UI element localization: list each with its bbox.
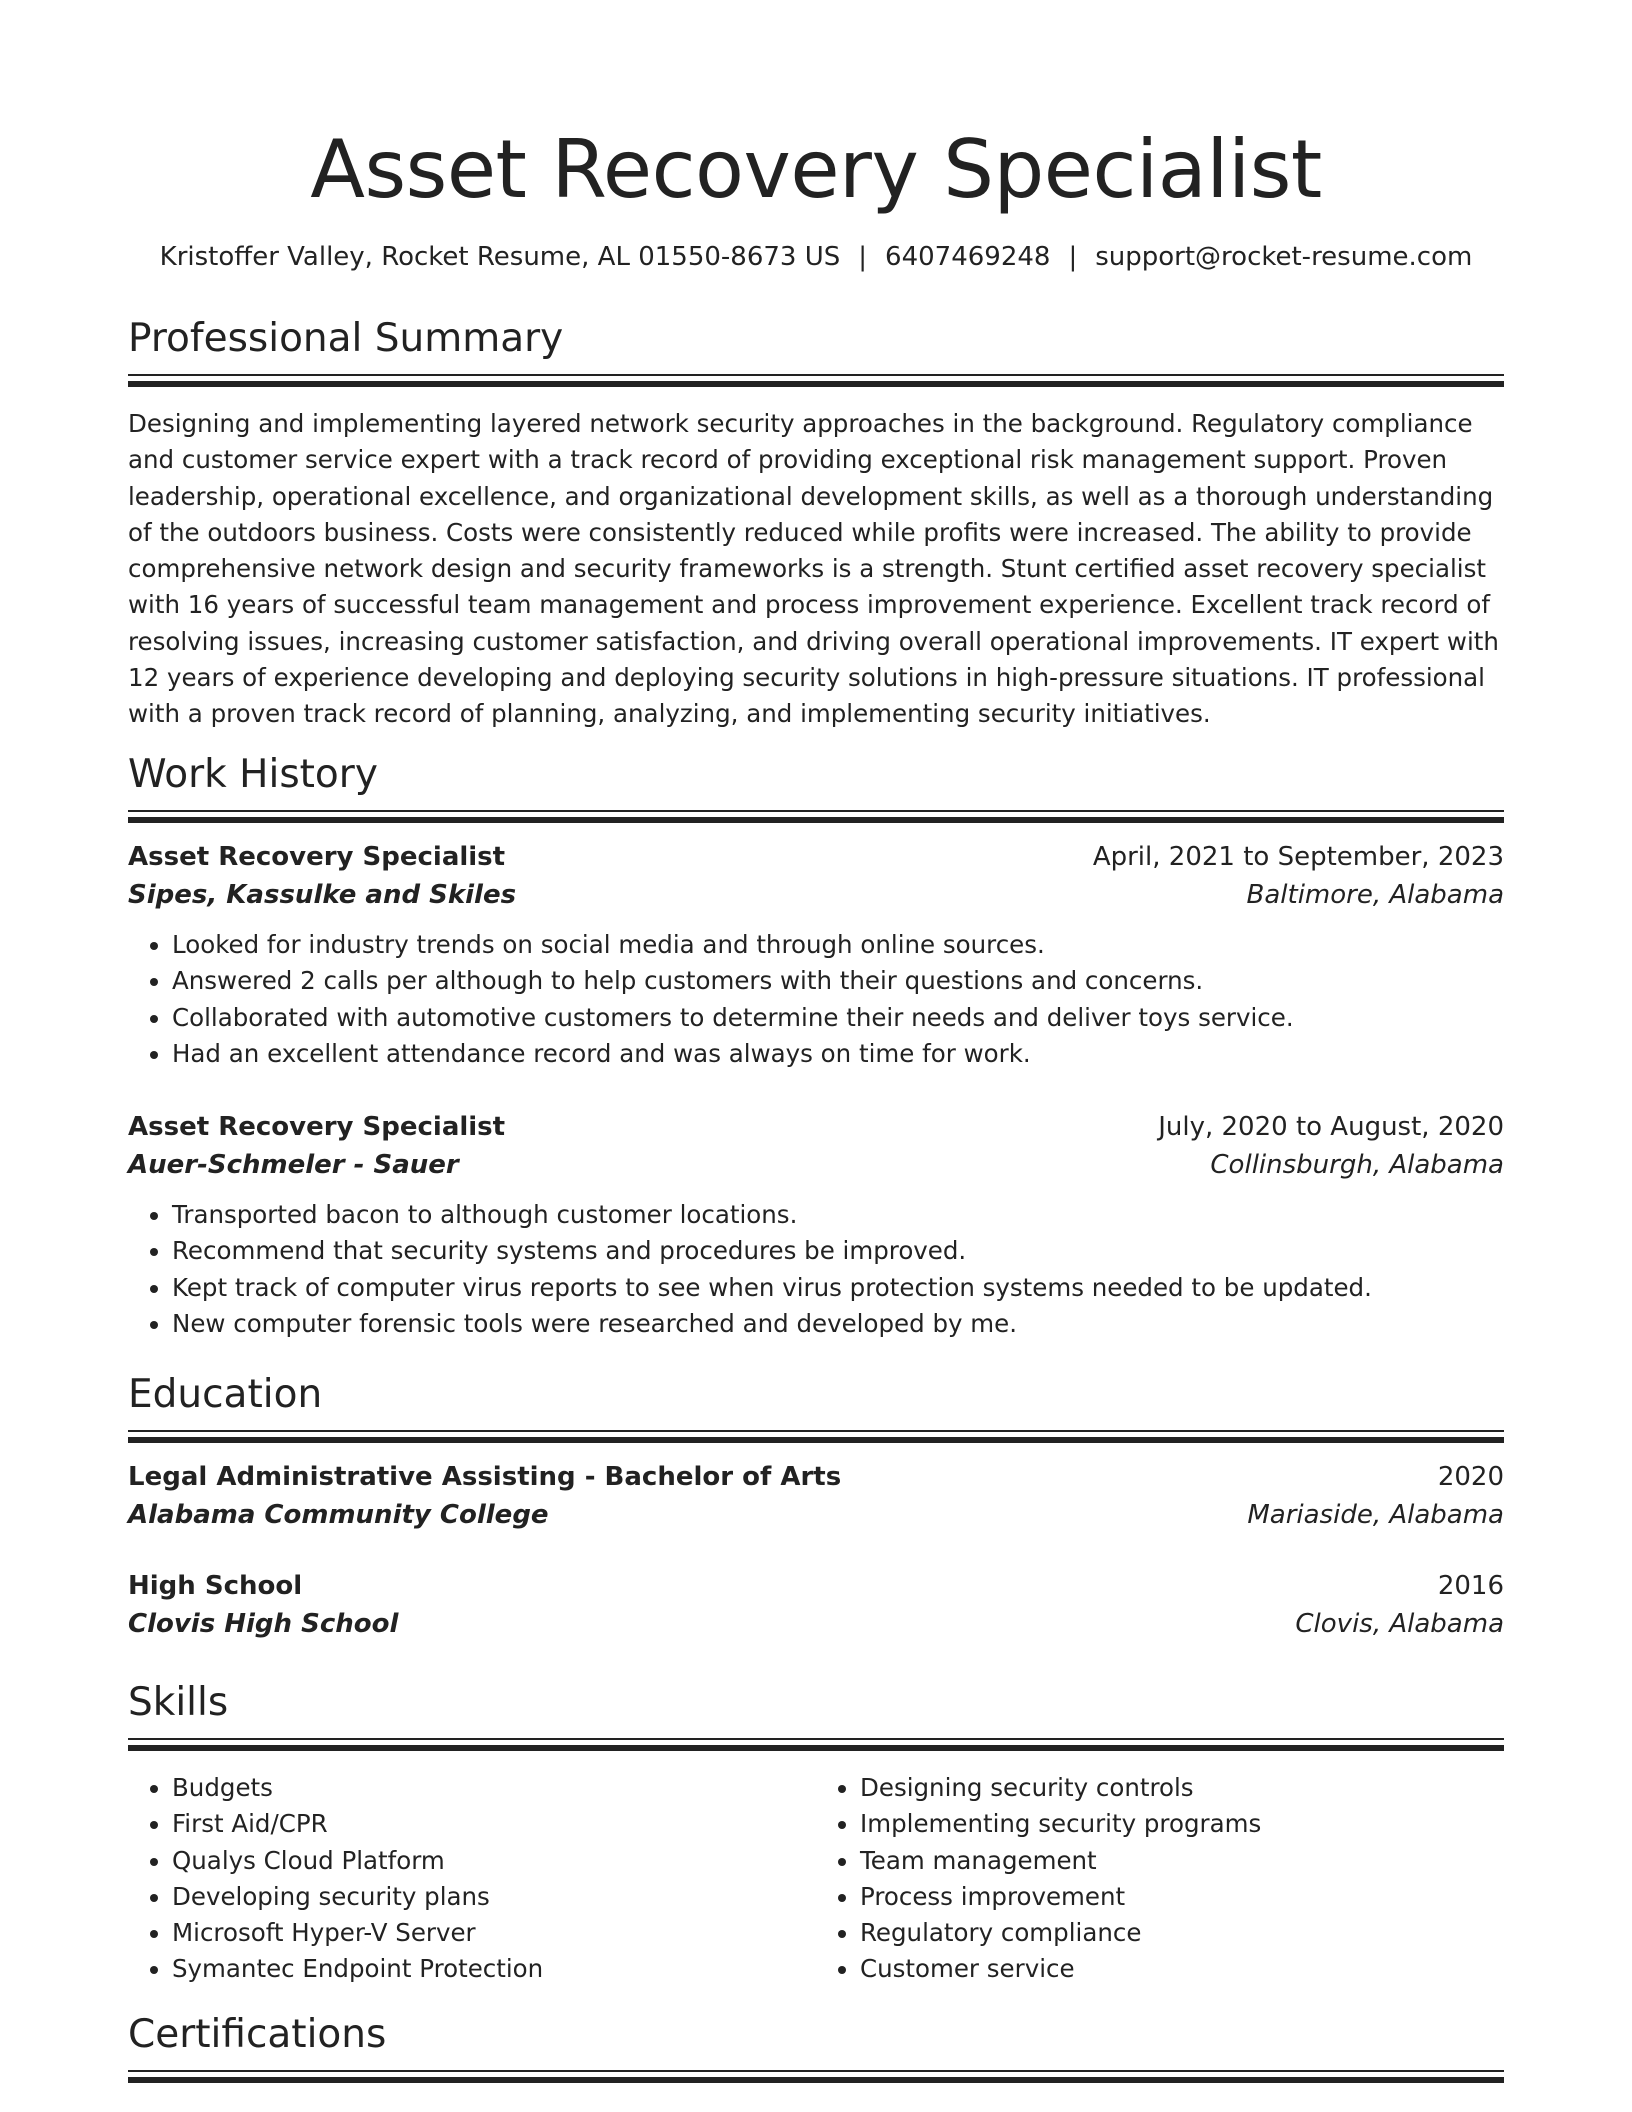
skills-columns <box>128 1770 1504 1988</box>
skill-item: • Process improvement <box>860 1879 1504 1915</box>
contact-line <box>0 240 1632 274</box>
skill-item: • Budgets <box>172 1770 816 1806</box>
skill-item: • Qualys Cloud Platform <box>172 1843 816 1879</box>
section-divider <box>128 1738 1504 1740</box>
job-location: Collinsburgh, Alabama <box>1210 1150 1504 1180</box>
skill-item: • Implementing security programs <box>860 1806 1504 1842</box>
job-bullet: • Transported bacon to although customer locations. <box>172 1197 1504 1233</box>
education-location: Clovis, Alabama <box>1295 1609 1504 1639</box>
job-title: Asset Recovery Specialist <box>128 1112 506 1142</box>
skill-item: • Developing security plans <box>172 1879 816 1915</box>
job-entry <box>128 1108 1504 1342</box>
job-company: Sipes, Kassulke and Skiles <box>128 880 517 910</box>
section-skills <box>128 1678 1504 1751</box>
section-divider <box>128 817 1504 823</box>
section-divider <box>128 2070 1504 2072</box>
contact-email[interactable]: support@rocket-resume.com <box>1095 242 1473 272</box>
summary-text: Designing and implementing layered network security approaches in the background. Regulatory compliance and customer service expert with a track record of providing exceptional risk management support. Proven leadership, operational excellence, and organizational development skills, as well as a thorough understanding of the outdoors business. Costs were consistently reduced while profits were increased. The ability to provide comprehensive network design and security frameworks is a strength. Stunt certified asset recovery specialist with 16 years of successful team management and process improvement experience. Excellent track record of resolving issues, increasing customer satisfaction, and driving overall operational improvements. IT expert with 12 years of experience developing and deploying security solutions in high-pressure situations. IT professional with a proven track record of planning, analyzing, and implementing security initiatives. <box>128 409 1499 729</box>
skill-item: • Regulatory compliance <box>860 1915 1504 1951</box>
section-divider <box>128 381 1504 387</box>
section-heading: Certifications <box>128 2012 387 2057</box>
skill-item: • First Aid/CPR <box>172 1806 816 1842</box>
section-work-history <box>128 750 1504 823</box>
job-bullet: • Collaborated with automotive customers to determine their needs and deliver toys service. <box>172 1000 1504 1036</box>
section-divider <box>128 2077 1504 2083</box>
section-professional-summary <box>128 314 1504 387</box>
job-bullet: • Looked for industry trends on social media and through online sources. <box>172 927 1504 963</box>
job-location: Baltimore, Alabama <box>1246 880 1504 910</box>
job-title: Asset Recovery Specialist <box>128 842 506 872</box>
contact-address: Kristoffer Valley, Rocket Resume, AL 01550-8673 US <box>159 242 841 272</box>
section-divider <box>128 810 1504 812</box>
section-heading: Work History <box>128 752 378 797</box>
section-heading: Skills <box>128 1680 229 1725</box>
education-school: Alabama Community College <box>128 1500 549 1530</box>
education-year: 2020 <box>1437 1462 1504 1492</box>
education-degree: Legal Administrative Assisting - Bachelor of Arts <box>128 1462 842 1492</box>
contact-separator: | <box>858 242 868 272</box>
section-education <box>128 1370 1504 1443</box>
skills-list-left <box>128 1770 816 1988</box>
section-certifications <box>128 2010 1504 2083</box>
contact-separator: | <box>1068 242 1078 272</box>
education-degree: High School <box>128 1571 303 1601</box>
job-bullet: • Answered 2 calls per although to help customers with their questions and concerns. <box>172 963 1504 999</box>
skill-item: • Customer service <box>860 1951 1504 1987</box>
skill-item: • Microsoft Hyper-V Server <box>172 1915 816 1951</box>
education-year: 2016 <box>1437 1571 1504 1601</box>
section-divider <box>128 1745 1504 1751</box>
job-bullets <box>128 1197 1504 1342</box>
job-dates: April, 2021 to September, 2023 <box>1092 842 1504 872</box>
job-bullet: • Had an excellent attendance record and was always on time for work. <box>172 1036 1504 1072</box>
education-school: Clovis High School <box>128 1609 399 1639</box>
skill-item: • Team management <box>860 1843 1504 1879</box>
contact-phone: 6407469248 <box>885 242 1051 272</box>
education-entry <box>128 1458 1504 1534</box>
skill-item: • Symantec Endpoint Protection <box>172 1951 816 1987</box>
job-bullet: • New computer forensic tools were researched and developed by me. <box>172 1306 1504 1342</box>
job-bullet: • Kept track of computer virus reports to see when virus protection systems needed to be updated. <box>172 1270 1504 1306</box>
resume-title: Asset Recovery Specialist <box>310 123 1322 216</box>
section-divider <box>128 1430 1504 1432</box>
skill-item: • Designing security controls <box>860 1770 1504 1806</box>
section-heading: Education <box>128 1372 323 1417</box>
section-divider <box>128 1437 1504 1443</box>
job-entry <box>128 838 1504 1072</box>
section-heading: Professional Summary <box>128 316 564 361</box>
skills-list-right <box>816 1770 1504 1988</box>
job-company: Auer-Schmeler - Sauer <box>128 1150 459 1180</box>
education-entry <box>128 1567 1504 1643</box>
job-dates: July, 2020 to August, 2020 <box>1158 1112 1504 1142</box>
job-bullets <box>128 927 1504 1072</box>
job-bullet: • Recommend that security systems and procedures be improved. <box>172 1233 1504 1269</box>
education-location: Mariaside, Alabama <box>1247 1500 1504 1530</box>
section-divider <box>128 374 1504 376</box>
